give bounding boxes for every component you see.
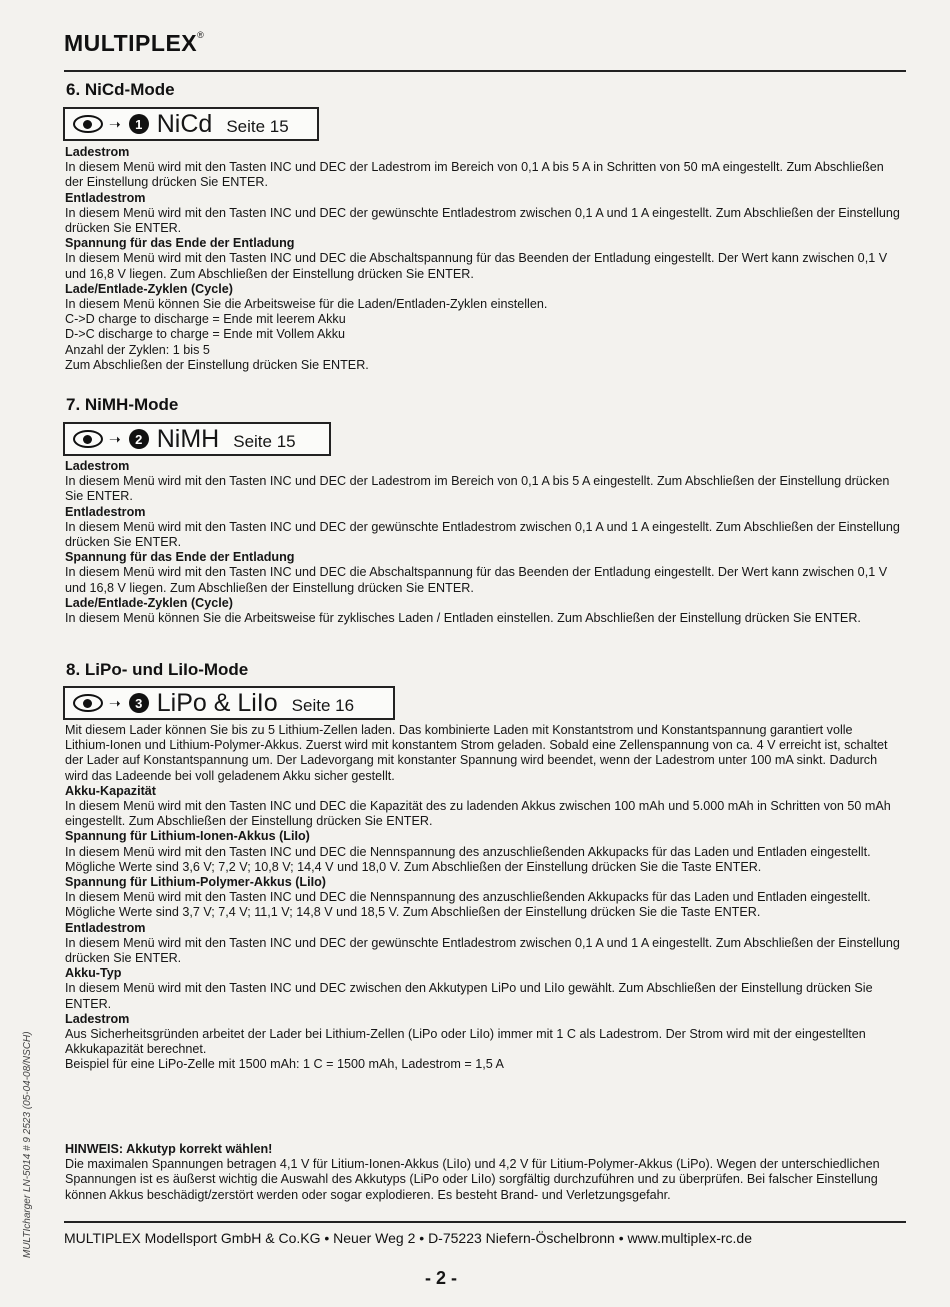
mode-page-ref: Seite 15: [226, 117, 289, 136]
mode-page-ref: Seite 16: [291, 696, 355, 715]
paragraph: Zum Abschließen der Einstellung drücken Sie ENTER.: [65, 357, 369, 372]
subheading: Ladestrom: [65, 459, 130, 473]
warning-note: [65, 1142, 900, 1203]
eye-icon: [73, 694, 103, 712]
paragraph: Beispiel für eine LiPo-Zelle mit 1500 mAh: 1 C = 1500 mAh, Ladestrom = 1,5 A: [65, 1057, 504, 1072]
arrow-icon: ➝: [109, 430, 121, 447]
mode-page-ref: Seite 15: [233, 432, 296, 451]
subheading: Ladestrom: [65, 145, 130, 159]
mode-box-lipo: [63, 686, 395, 720]
subheading: Lade/Entlade-Zyklen (Cycle): [65, 281, 233, 296]
mode-number-badge: 3: [129, 693, 149, 713]
paragraph: Anzahl der Zyklen: 1 bis 5: [65, 342, 210, 357]
paragraph: In diesem Menü wird mit den Tasten INC und DEC die Nennspannung des anzuschließenden Akkupacks für das Laden und Entladen eingestellt. Mögliche Werte sind 3,6 V; 7,2 V; 10,8 V; 14,4 V und 18,0 V. Zum Abschließen der Einstellung drücken Sie die Taste ENTER.: [65, 844, 871, 874]
paragraph: In diesem Menü wird mit den Tasten INC und DEC zwischen den Akkutypen LiPo und LiIo gewählt. Zum Abschließen der Einstellung drücken Sie ENTER.: [65, 981, 873, 1011]
paragraph: In diesem Menü wird mit den Tasten INC und DEC der gewünschte Entladestrom zwischen 0,1 A und 1 A eingestellt. Zum Abschließen der Einstellung drücken Sie ENTER.: [65, 935, 900, 966]
section-body-lipo: [65, 723, 900, 1073]
section-title-nimh: 7. NiMH-Mode: [66, 395, 179, 414]
subheading: Akku-Typ: [65, 966, 122, 981]
warning-title: HINWEIS: Akkutyp korrekt wählen!: [65, 1142, 273, 1156]
mode-number-badge: 1: [129, 114, 149, 134]
paragraph: In diesem Menü können Sie die Arbeitsweise für zyklisches Laden / Entladen einstellen. Zum Abschließen der Einstellung drücken Sie ENTER.: [65, 611, 861, 626]
paragraph: In diesem Menü wird mit den Tasten INC und DEC die Kapazität des zu ladenden Akkus zwischen 100 mAh und 5.000 mAh in Schritten von 50 mAh eingestellt. Zum Abschließen der Einstellung drücken Sie ENTER.: [65, 799, 891, 829]
paragraph: Aus Sicherheitsgründen arbeitet der Lader bei Lithium-Zellen (LiPo oder LiIo) immer mit 1 C als Ladestrom. Der Strom wird mit der eingestellten Akkukapazität berechnet.: [65, 1027, 866, 1057]
paragraph: D->C discharge to charge = Ende mit Vollem Akku: [65, 327, 346, 342]
arrow-icon: ➝: [109, 694, 121, 711]
subheading: Entladestrom: [65, 190, 146, 205]
section-title-lipo: 8. LiPo- und LiIo-Mode: [66, 660, 249, 679]
logo: MULTIPLEX®: [64, 30, 205, 56]
paragraph: In diesem Menü wird mit den Tasten INC und DEC die Nennspannung des anzuschließenden Akkupacks für das Laden und Entladen eingestellt. Mögliche Werte sind 3,7 V; 7,4 V; 11,1 V; 14,8 V und 18,5 V. Zum Abschließen der Einstellung drücken Sie die Taste ENTER.: [65, 890, 871, 920]
footer-address: MULTIPLEX Modellsport GmbH & Co.KG • Neuer Weg 2 • D-75223 Niefern-Öschelbronn • www.multiplex-rc.de: [64, 1230, 752, 1246]
footer-rule: [64, 1221, 906, 1223]
section-body-nicd: [65, 145, 900, 373]
paragraph: In diesem Menü können Sie die Arbeitsweise für die Laden/Entladen-Zyklen einstellen.: [65, 297, 548, 312]
mode-name: NiCd: [156, 109, 213, 138]
paragraph: In diesem Menü wird mit den Tasten INC und DEC die Abschaltspannung für das Beenden der Entladung eingestellt. Der Wert kann zwischen 0,1 V und 16,8 V liegen. Zum Abschließen der Einstellung drücken Sie ENTER.: [65, 251, 888, 281]
subheading: Spannung für Lithium-Ionen-Akkus (LiIo): [65, 829, 310, 844]
page-number: - 2 -: [425, 1268, 458, 1288]
mode-number-badge: 2: [129, 429, 149, 449]
section-body-nimh: [65, 459, 900, 626]
document-code: MULTIcharger LN-5014 # 9 2523 (05-04-08/NSCH): [22, 1031, 33, 1258]
paragraph: In diesem Menü wird mit den Tasten INC und DEC der Ladestrom im Bereich von 0,1 A bis 5 A in Schritten von 50 mA eingestellt. Zum Abschließen der Einstellung drücken Sie ENTER.: [65, 160, 884, 190]
mode-box-nicd: [63, 107, 319, 141]
paragraph: In diesem Menü wird mit den Tasten INC und DEC der gewünschte Entladestrom zwischen 0,1 A und 1 A eingestellt. Zum Abschließen der Einstellung drücken Sie ENTER.: [65, 205, 900, 236]
eye-icon: [73, 430, 103, 448]
section-title-nicd: 6. NiCd-Mode: [66, 80, 175, 99]
paragraph: In diesem Menü wird mit den Tasten INC und DEC der gewünschte Entladestrom zwischen 0,1 A und 1 A eingestellt. Zum Abschließen der Einstellung drücken Sie ENTER.: [65, 519, 900, 550]
subheading: Entladestrom: [65, 920, 146, 935]
mode-name: LiPo & LiIo: [156, 688, 278, 717]
paragraph: In diesem Menü wird mit den Tasten INC und DEC die Abschaltspannung für das Beenden der Entladung eingestellt. Der Wert kann zwischen 0,1 V und 16,8 V liegen. Zum Abschließen der Einstellung drücken Sie ENTER.: [65, 565, 888, 595]
subheading: Spannung für Lithium-Polymer-Akkus (LiIo): [65, 875, 326, 890]
warning-text: Die maximalen Spannungen betragen 4,1 V für Litium-Ionen-Akkus (LiIo) und 4,2 V für Litium-Polymer-Akkus (LiPo). Wegen der unterschiedlichen Spannungen ist es äußerst wichtig die Auswahl des Akkutyps (LiPo oder LiIo) sorgfältig durchzuführen und zu überprüfen. Bei falscher Einstellung können Akkus beschädigt/zerstört werden oder sogar explodieren. Es besteht Brand- und Verletzungsgefahr.: [65, 1157, 880, 1202]
mode-name: NiMH: [156, 424, 220, 453]
paragraph: In diesem Menü wird mit den Tasten INC und DEC der Ladestrom im Bereich von 0,1 A bis 5 A eingestellt. Zum Abschließen der Einstellung drücken Sie ENTER.: [65, 474, 890, 504]
subheading: Akku-Kapazität: [65, 783, 156, 798]
paragraph: Mit diesem Lader können Sie bis zu 5 Lithium-Zellen laden. Das kombinierte Laden mit Konstantstrom und Konstantspannung garantiert volle Lithium-Ionen und Lithium-Polymer-Akkus. Zuerst wird mit konstantem Strom geladen. Sobald eine Zellenspannung von ca. 4 V erreicht ist, schaltet der Lader auf Konstantspannung um. Der Ladevorgang mit konstanter Spannung wird beendet, wenn der Ladestrom unter 100 mA sinkt. Dadurch wird das Ladeende bei voll geladenem Akku sicher gestellt.: [65, 723, 888, 783]
arrow-icon: ➝: [109, 115, 121, 132]
subheading: Entladestrom: [65, 504, 146, 519]
subheading: Ladestrom: [65, 1011, 130, 1026]
subheading: Spannung für das Ende der Entladung: [65, 236, 295, 251]
mode-box-nimh: [63, 422, 331, 456]
subheading: Lade/Entlade-Zyklen (Cycle): [65, 595, 233, 610]
subheading: Spannung für das Ende der Entladung: [65, 550, 295, 565]
eye-icon: [73, 115, 103, 133]
paragraph: C->D charge to discharge = Ende mit leerem Akku: [65, 312, 346, 327]
header-rule: [64, 70, 906, 72]
